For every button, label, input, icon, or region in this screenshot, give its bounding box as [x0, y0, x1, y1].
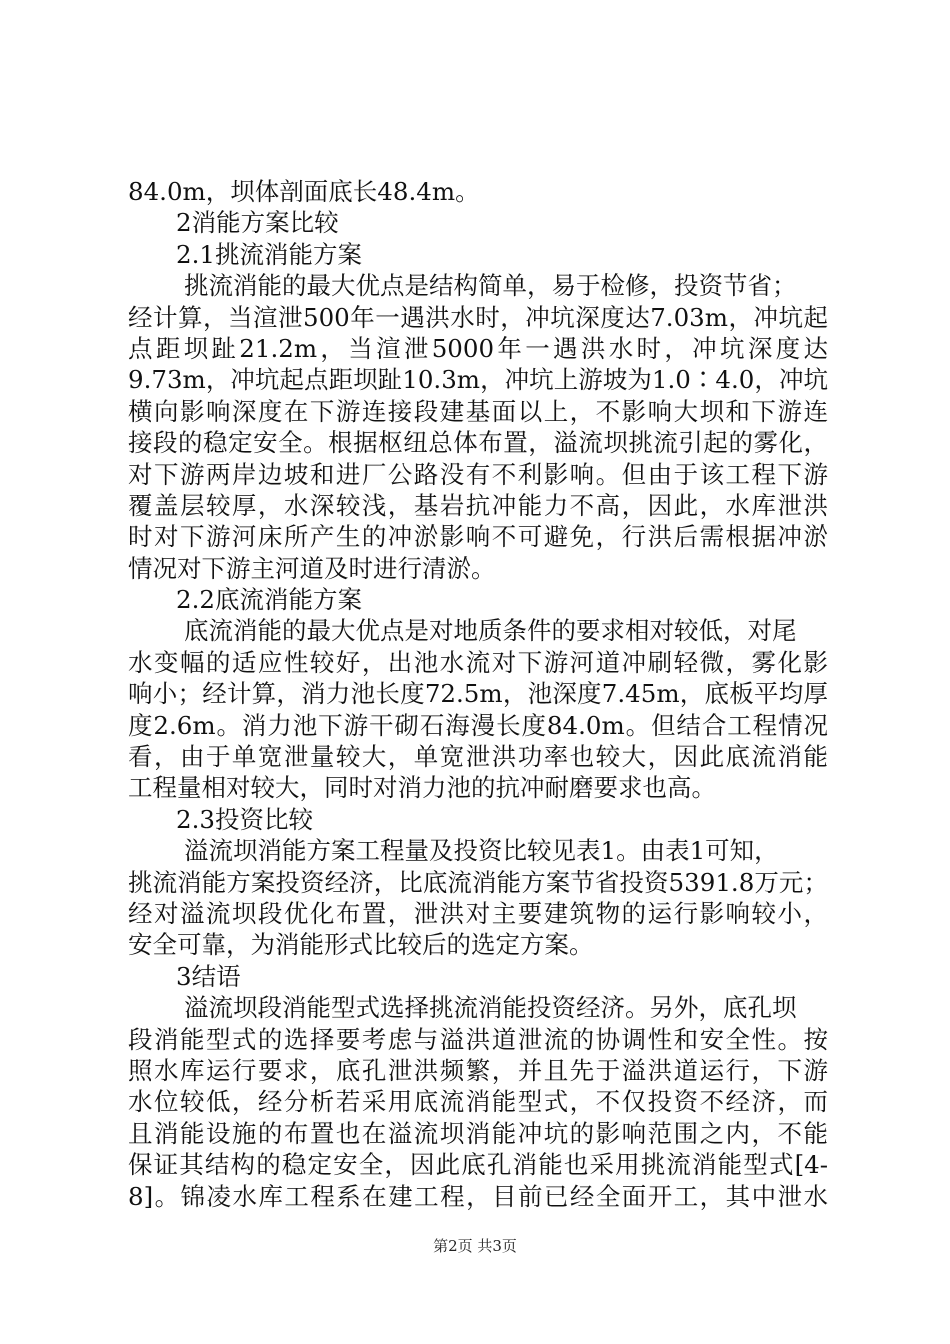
text-line: 度2.6m。消力池下游干砌石海漫长度84.0m。但结合工程情况	[128, 710, 828, 740]
text-line: 底流消能的最大优点是对地质条件的要求相对较低，对尾	[184, 616, 797, 646]
document-body	[128, 176, 828, 1212]
text-line: 溢流坝消能方案工程量及投资比较见表1。由表1可知，	[184, 836, 779, 866]
text-line: 看，由于单宽泄量较大，单宽泄洪功率也较大，因此底流消能	[128, 742, 828, 772]
text-line: 挑流消能的最大优点是结构简单，易于检修，投资节省；	[184, 271, 797, 301]
text-line: 横向影响深度在下游连接段建基面以上，不影响大坝和下游连	[128, 396, 828, 426]
text-line: 时对下游河床所产生的冲淤影响不可避免，行洪后需根据冲淤	[128, 522, 828, 552]
section-heading: 3结语	[176, 961, 241, 991]
text-line: 工程量相对较大，同时对消力池的抗冲耐磨要求也高。	[128, 773, 716, 803]
section-heading: 2消能方案比较	[176, 208, 339, 238]
text-line: 安全可靠，为消能形式比较后的选定方案。	[128, 930, 594, 960]
text-line: 照水库运行要求，底孔泄洪频繁，并且先于溢洪道运行，下游	[128, 1055, 828, 1085]
section-heading: 2.3投资比较	[176, 804, 313, 834]
text-line: 水位较低，经分析若采用底流消能型式，不仅投资不经济，而	[128, 1087, 828, 1117]
text-line: 84.0m，坝体剖面底长48.4m。	[128, 177, 480, 206]
text-line: 经计算，当渲泄500年一遇洪水时，冲坑深度达7.03m，冲坑起	[128, 302, 828, 332]
text-line: 覆盖层较厚，水深较浅，基岩抗冲能力不高，因此，水库泄洪	[128, 490, 828, 520]
text-line: 接段的稳定安全。根据枢纽总体布置，溢流坝挑流引起的雾化，	[128, 428, 828, 458]
text-line: 且消能设施的布置也在溢流坝消能冲坑的影响范围之内，不能	[128, 1118, 828, 1148]
text-line: 溢流坝段消能型式选择挑流消能投资经济。另外，底孔坝	[184, 993, 797, 1023]
text-line: 点距坝趾21.2m，当渲泄5000年一遇洪水时，冲坑深度达	[128, 333, 828, 363]
page-footer: 第2页 共3页	[433, 1237, 517, 1255]
text-line: 挑流消能方案投资经济，比底流消能方案节省投资5391.8万元；	[128, 867, 828, 897]
text-line: 经对溢流坝段优化布置，泄洪对主要建筑物的运行影响较小，	[128, 898, 828, 928]
section-heading: 2.2底流消能方案	[176, 585, 362, 615]
text-line: 水变幅的适应性较好，出池水流对下游河道冲刷轻微，雾化影	[128, 647, 828, 677]
text-line: 情况对下游主河道及时进行清淤。	[128, 553, 496, 583]
section-heading: 2.1挑流消能方案	[176, 239, 362, 269]
text-line: 响小；经计算，消力池长度72.5m，池深度7.45m，底板平均厚	[128, 679, 828, 709]
text-line: 8]。锦凌水库工程系在建工程，目前已经全面开工，其中泄水	[128, 1181, 828, 1211]
text-line: 对下游两岸边坡和进厂公路没有不利影响。但由于该工程下游	[128, 459, 828, 489]
text-line: 段消能型式的选择要考虑与溢洪道泄流的协调性和安全性。按	[128, 1024, 828, 1054]
text-line: 9.73m，冲坑起点距坝趾10.3m，冲坑上游坡为1.0∶4.0，冲坑	[128, 365, 828, 395]
text-line: 保证其结构的稳定安全，因此底孔消能也采用挑流消能型式[4-	[128, 1150, 828, 1180]
